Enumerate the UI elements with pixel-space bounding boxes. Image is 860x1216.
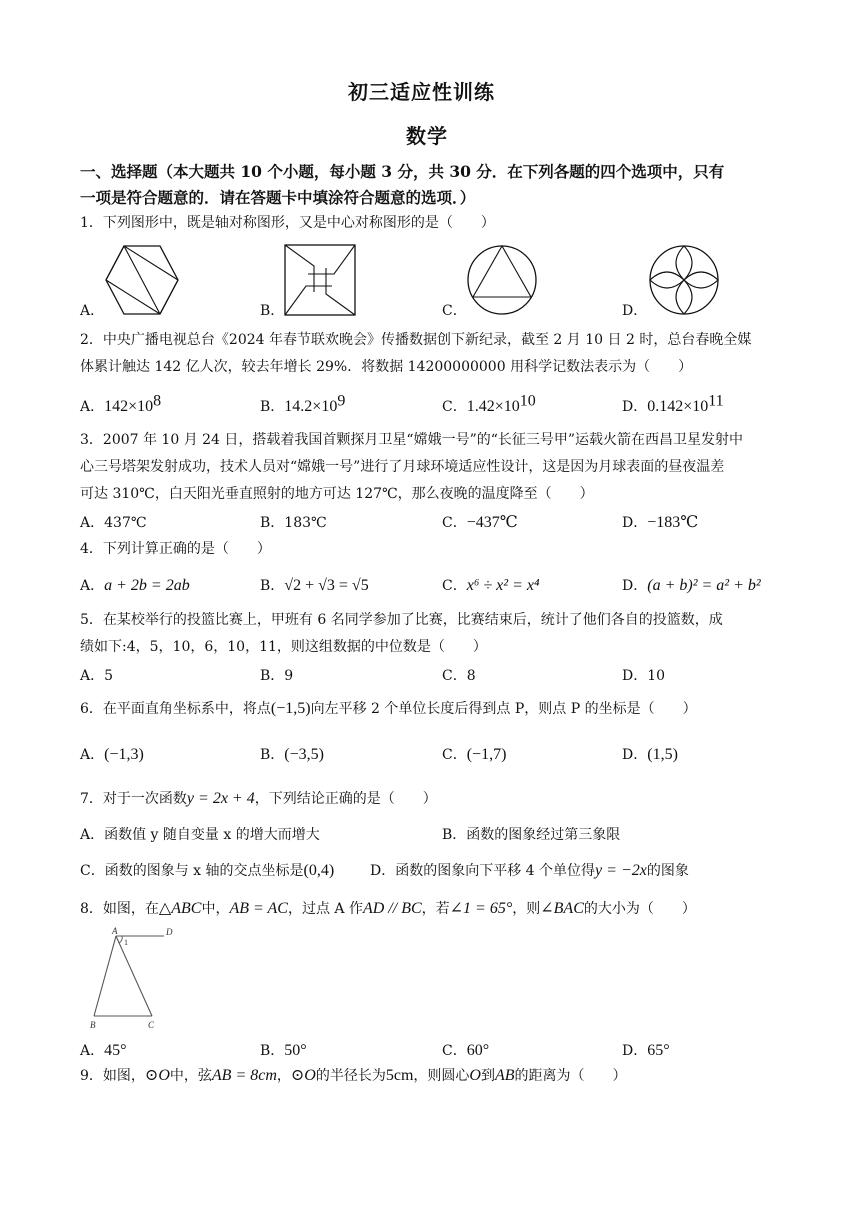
q5-option-c-label: C． — [442, 668, 467, 684]
q8-stem-b: 中， — [201, 901, 230, 917]
q7-option-d-tail: 的图象 — [646, 863, 689, 879]
q6-option-b-text: (−3,5) — [284, 746, 324, 763]
q8-option-a-text: 45° — [104, 1042, 127, 1059]
triangle-abc-figure — [88, 928, 176, 1032]
q9-stem-f: 到 — [480, 1068, 495, 1084]
q2-option-b-exp: 9 — [337, 392, 346, 410]
q8-option-b-label: B． — [260, 1043, 285, 1059]
q8-option-b — [260, 1040, 307, 1060]
q2-option-a-exp: 8 — [153, 392, 162, 410]
q8-stem-a: 8．如图，在 — [80, 901, 159, 917]
q7-option-b: B．函数的图象经过第三象限 — [442, 827, 621, 843]
q5-option-a-label: A． — [80, 668, 105, 684]
q3-option-c — [442, 512, 518, 532]
q5-option-d — [622, 665, 665, 685]
q6-option-a — [80, 744, 144, 764]
q2-option-b-base: 14.2×10 — [284, 398, 338, 415]
q9-stem — [80, 1066, 627, 1086]
q8-angle: ∠1 = 65° — [449, 900, 513, 917]
q6-option-d-text: (1,5) — [647, 746, 678, 763]
angle-1-label: 1 — [124, 938, 128, 947]
q6-option-d-label: D． — [622, 747, 648, 763]
q8-option-c-text: 60° — [466, 1042, 490, 1059]
q7-option-c-math: (0,4) — [303, 862, 335, 879]
q4-option-c-label: C． — [442, 578, 467, 594]
q8-stem — [80, 899, 696, 919]
section-heading-line2: 一项是符合题意的．请在答题卡中填涂符合题意的选项．） — [80, 188, 476, 207]
q2-option-a — [80, 392, 162, 416]
q9-segment-ab: AB — [494, 1067, 515, 1084]
q3-option-a — [80, 512, 147, 532]
q8-option-a-label: A． — [80, 1043, 105, 1059]
q3-option-c-label: C． — [442, 515, 467, 531]
q3-option-d-text: −183℃ — [647, 514, 699, 531]
q5-option-b-label: B． — [260, 668, 285, 684]
q6-point: (−1,5) — [270, 700, 311, 717]
q2-option-b — [260, 392, 346, 416]
q5-option-a-text: 5 — [104, 668, 114, 684]
q2-option-b-label: B． — [260, 399, 285, 415]
q8-option-b-text: 50° — [284, 1042, 307, 1059]
point-d-label: D — [166, 927, 173, 937]
q2-option-a-base: 142×10 — [104, 398, 154, 415]
pinwheel-square-figure — [284, 244, 356, 316]
q9-radius: 5cm — [385, 1067, 414, 1084]
q6-option-c-text: (−1,7) — [466, 746, 507, 763]
q8-parallel: AD // BC — [362, 900, 422, 917]
q6-stem-a: 6．在平面直角坐标系中，将点 — [80, 701, 271, 717]
q5-option-d-text: 10 — [647, 668, 666, 684]
q6-option-c — [442, 744, 506, 764]
hexagon-triangles-figure — [102, 244, 182, 318]
q8-option-c-label: C． — [442, 1043, 467, 1059]
q8-option-d — [622, 1040, 670, 1060]
q6-stem — [80, 699, 697, 719]
q8-option-a — [80, 1040, 127, 1060]
q7-option-a: A．函数值 y 随自变量 x 的增大而增大 — [80, 827, 320, 843]
q3-stem-line2: 心三号塔架发射成功，技术人员对“嫦娥一号”进行了月球环境适应性设计，这是因为月球表面的昼夜温差 — [80, 459, 725, 475]
q4-option-b-text: √2 + √3 = √5 — [284, 577, 369, 594]
q5-option-b-text: 9 — [284, 668, 294, 684]
q8-triangle: △ABC — [158, 900, 202, 917]
q9-stem-e: ，则圆心 — [413, 1068, 470, 1084]
q9-stem-c: ， — [276, 1068, 291, 1084]
q8-stem-e: ，则 — [512, 901, 541, 917]
q9-chord: AB = 8cm — [211, 1067, 277, 1084]
q7-option-d-math: y = −2x — [595, 862, 647, 879]
q2-option-c — [442, 392, 536, 416]
q5-option-a — [80, 665, 113, 685]
q2-option-d-label: D． — [622, 399, 648, 415]
q7-stem-a: 7．对于一次函数 — [80, 791, 187, 807]
q5-stem-line1: 5．在某校举行的投篮比赛上，甲班有 6 名同学参加了比赛，比赛结束后，统计了他们各自的投篮数，成 — [80, 612, 723, 628]
q9-circle-1: ⊙O — [144, 1067, 170, 1084]
q2-option-d-base: 0.142×10 — [647, 398, 709, 415]
q8-stem-d: ，若 — [421, 901, 450, 917]
q9-center-o: O — [469, 1067, 481, 1084]
point-b-label: B — [90, 1020, 96, 1030]
q8-stem-c: ，过点 A 作 — [287, 901, 363, 917]
q6-option-b — [260, 744, 324, 764]
q3-option-b-text: 183℃ — [284, 515, 327, 531]
q2-option-d-exp: 11 — [708, 392, 724, 410]
q3-option-c-text: −437℃ — [466, 514, 518, 531]
q1-option-a-label: A． — [80, 303, 105, 319]
q7-stem-b: ，下列结论正确的是（ ） — [254, 791, 437, 807]
q2-stem-line2: 体累计触达 142 亿人次，较去年增长 29%．将数据 14200000000 用科学记数法表示为（ ） — [80, 359, 693, 375]
q6-option-b-label: B． — [260, 747, 285, 763]
q1-option-b-label: B． — [260, 303, 285, 319]
q3-option-a-text: 437℃ — [104, 515, 147, 531]
q4-option-a-label: A． — [80, 578, 105, 594]
q4-option-d — [622, 575, 761, 595]
q8-angle-bac: ∠BAC — [540, 900, 584, 917]
q5-option-b — [260, 665, 293, 685]
q6-option-a-label: A． — [80, 747, 105, 763]
q4-option-b — [260, 575, 369, 595]
q8-equality: AB = AC — [229, 900, 288, 917]
q3-option-d — [622, 512, 698, 532]
circle-triangle-figure — [466, 244, 538, 316]
q9-stem-d: 的半径长为 — [315, 1068, 386, 1084]
q3-stem-line1: 3．2007 年 10 月 24 日，搭载着我国首颗探月卫星“嫦娥一号”的“长征三号甲”运载火箭在西昌卫星发射中 — [80, 432, 744, 448]
q5-option-c-text: 8 — [466, 668, 476, 684]
q4-option-c — [442, 575, 540, 595]
q2-option-c-exp: 10 — [519, 392, 536, 410]
q6-option-d — [622, 744, 678, 764]
q9-stem-b: 中，弦 — [169, 1068, 212, 1084]
q2-option-a-label: A． — [80, 399, 105, 415]
q7-option-d-text: D．函数的图象向下平移 4 个单位得 — [370, 863, 596, 879]
q3-option-a-label: A． — [80, 515, 105, 531]
page-title: 初三适应性训练 — [348, 80, 495, 104]
q7-stem — [80, 789, 437, 809]
subject-title: 数学 — [406, 124, 448, 148]
q8-option-d-text: 65° — [647, 1042, 670, 1059]
q4-option-b-label: B． — [260, 578, 285, 594]
q4-option-c-text: x⁶ ÷ x² = x⁴ — [466, 577, 540, 594]
q7-option-c — [80, 861, 334, 881]
q1-stem: 1．下列图形中，既是轴对称图形，又是中心对称图形的是（ ） — [80, 215, 495, 231]
q6-stem-b: 向左平移 2 个单位长度后得到点 P，则点 P 的坐标是（ ） — [310, 701, 697, 717]
q9-circle-2: ⊙O — [290, 1067, 316, 1084]
q6-option-c-label: C． — [442, 747, 467, 763]
q5-option-c — [442, 665, 476, 685]
section-heading-line1: 一、选择题（本大题共 10 个小题，每小题 3 分，共 30 分．在下列各题的四个选项中，只有 — [80, 162, 725, 181]
q4-option-a — [80, 575, 190, 595]
q4-option-a-text: a + 2b = 2ab — [104, 577, 190, 594]
q3-stem-line3: 可达 310℃，白天阳光垂直照射的地方可达 127℃，那么夜晚的温度降至（ ） — [80, 486, 594, 502]
q3-option-b-label: B． — [260, 515, 285, 531]
q2-option-c-base: 1.42×10 — [466, 398, 520, 415]
q5-stem-line2: 绩如下:4，5，10，6，10，11，则这组数据的中位数是（ ） — [80, 639, 487, 655]
q7-option-c-text: C．函数的图象与 x 轴的交点坐标是 — [80, 863, 304, 879]
q6-option-a-text: (−1,3) — [104, 746, 144, 763]
q9-stem-a: 9．如图， — [80, 1068, 145, 1084]
q2-option-c-label: C． — [442, 399, 467, 415]
q4-option-d-text: (a + b)² = a² + b² — [647, 577, 761, 594]
q2-option-d — [622, 392, 724, 416]
q5-option-d-label: D． — [622, 668, 648, 684]
q8-option-d-label: D． — [622, 1043, 648, 1059]
q8-stem-f: 的大小为（ ） — [583, 901, 696, 917]
q2-stem-line1: 2．中央广播电视总台《2024 年春节联欢晚会》传播数据创下新纪录，截至 2 月 10 日 2 时，总台春晚全媒 — [80, 332, 752, 348]
q1-option-d-label: D． — [622, 303, 648, 319]
q3-option-b — [260, 512, 327, 532]
q8-option-c — [442, 1040, 489, 1060]
q3-option-d-label: D． — [622, 515, 648, 531]
q7-option-d — [370, 861, 689, 881]
q4-option-d-label: D． — [622, 578, 648, 594]
q7-function: y = 2x + 4 — [186, 790, 255, 807]
point-a-label: A — [112, 926, 118, 936]
q9-stem-g: 的距离为（ ） — [514, 1068, 627, 1084]
q4-stem: 4．下列计算正确的是（ ） — [80, 541, 271, 557]
q1-option-c-label: C． — [442, 303, 467, 319]
circle-petals-figure — [648, 244, 720, 316]
point-c-label: C — [148, 1020, 155, 1030]
